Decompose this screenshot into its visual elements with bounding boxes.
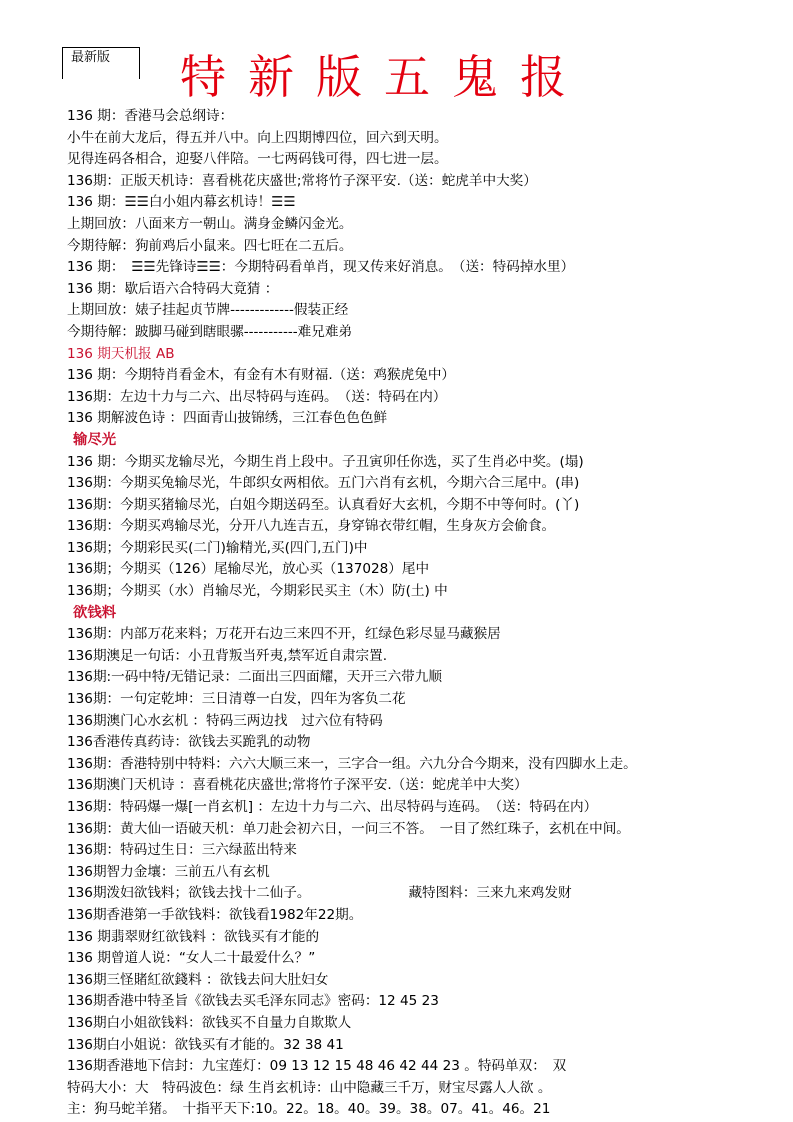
text-line: [67, 1013, 782, 1035]
text-line: [67, 495, 782, 517]
text-line: [67, 754, 782, 776]
line-text: 特码大小：大 特码波色：绿 生肖玄机诗：山中隐藏三千万，财宝尽露人人欲 。: [67, 1079, 552, 1096]
line-text: 136 期： ☰☰先锋诗☰☰：今期特码看单肖，现又传来好消息。 （送：特码掉水里）: [67, 259, 575, 276]
text-line: [67, 1035, 782, 1057]
line-text: 136期香港第一手欲钱料：欲钱看1982年22期。: [67, 906, 363, 923]
page-title: 特新版五鬼报: [180, 50, 588, 104]
text-line: [67, 1056, 782, 1078]
text-line: [67, 516, 782, 538]
line-text: 136期：特码爆一爆[一肖玄机] ：左边十力与二六、出尽特码与连码。 （送：特码在内）: [67, 799, 598, 815]
text-line: [67, 797, 782, 819]
text-line: [67, 387, 782, 409]
line-text: 136期香港地下信封：九宝莲灯：09 13 12 15 48 46 42 44 23 。特码单双： 双: [67, 1058, 567, 1075]
text-line: [67, 862, 782, 884]
text-line: [67, 192, 782, 214]
line-text: 136期：正版天机诗：喜看桃花庆盛世;常将竹子深平安.（送：蛇虎羊中大奖）: [67, 172, 537, 189]
text-line: [67, 344, 782, 366]
text-line: [67, 452, 782, 474]
text-line: [67, 214, 782, 236]
line-text: 136期:一码中特/无错记录：二面出三四面耀，天开三六带九顺: [67, 669, 442, 686]
line-text: 136 期：今期特肖看金木，有金有木有财福.（送：鸡猴虎兔中）: [67, 367, 456, 384]
section-heading: [67, 603, 782, 625]
text-line: [67, 236, 782, 258]
text-line: [67, 1099, 782, 1121]
line-text: 136 期：今期买龙输尽光，今期生肖上段中。子丑寅卯任你选，买了生肖必中奖。(塌): [67, 453, 584, 470]
text-line: [67, 171, 782, 193]
text-line: [67, 970, 782, 992]
line-text: 今期待解：狗前鸡后小鼠来。四七旺在二五后。: [67, 237, 353, 254]
text-line: [67, 106, 782, 128]
text-line: [67, 646, 782, 668]
text-line: [67, 408, 782, 430]
edition-badge: 最新版: [62, 47, 140, 79]
text-line: [67, 991, 782, 1013]
text-line: [67, 128, 782, 150]
line-text: 136 期曾道人说：“女人二十最爱什么？”: [67, 950, 316, 967]
text-line: [67, 732, 782, 754]
text-line: [67, 322, 782, 344]
line-text: 136期澳足一句话：小丑背叛当歼夷,禁军近自肃宗置.: [67, 647, 388, 664]
text-line: [67, 559, 782, 581]
text-line: [67, 840, 782, 862]
line-text: 136 期天机报 AB: [67, 345, 175, 362]
text-line: [67, 365, 782, 387]
line-text: 136期：特码过生日：三六绿蓝出特来: [67, 842, 297, 859]
line-text: 136 期翡翠财红欲钱料 ：欲钱买有才能的: [67, 928, 320, 945]
line-text: 上期回放：八面来方一朝山。满身金鳞闪金光。: [67, 215, 353, 232]
line-text: 136期：香港特别中特料：六六大顺三来一，三字合一组。六九分合今期来，没有四脚水上走。: [67, 755, 637, 772]
line-text: 欲钱料: [73, 604, 117, 621]
line-text: 136期：左边十力与二六、出尽特码与连码。 （送：特码在内）: [67, 388, 447, 405]
text-line: [67, 819, 782, 841]
text-line: [67, 300, 782, 322]
line-text: 136 期解波色诗 ：四面青山披锦绣，三江春色色色鲜: [67, 410, 388, 427]
document-body: [67, 106, 782, 1121]
text-line: [67, 257, 782, 279]
line-text: 136香港传真药诗：欲钱去买跪乳的动物: [67, 734, 311, 751]
line-text: 见得连码各相合，迎娶八伴陪。一七两码钱可得，四七进一层。: [67, 151, 448, 168]
section-heading: [67, 430, 782, 452]
line-text: 136期：黄大仙一语破天机：单刀赴会初六日，一问三不答。 一目了然红珠子，玄机在中间。: [67, 820, 630, 837]
line-text: 136 期：香港马会总纲诗：: [67, 108, 234, 124]
text-line: [67, 581, 782, 603]
text-line: [67, 667, 782, 689]
line-text: 136期香港中特圣旨《欲钱去买毛泽东同志》密码：12 45 23: [67, 993, 439, 1010]
line-text: 136期泼妇欲钱料；欲钱去找十二仙子。: [67, 885, 311, 902]
line-text: 136期白小姐说：欲钱买有才能的。32 38 41: [67, 1036, 344, 1053]
line-text: 输尽光: [73, 431, 117, 448]
text-line: [67, 149, 782, 171]
line-text: 主：狗马蛇羊猪。 十指平天下:10。22。18。40。39。38。07。41。46。21: [67, 1101, 551, 1118]
text-line: [67, 927, 782, 949]
line-text: 136期：今期买兔输尽光，牛郎织女两相依。五门六肖有玄机，今期六合三尾中。(串): [67, 475, 580, 492]
line-text: 136期智力金壤：三前五八有玄机: [67, 863, 270, 880]
text-line: [67, 883, 782, 905]
line-text: 136 期：歇后语六合特码大竟猜 ：: [67, 280, 279, 297]
line-text: 136 期：☰☰白小姐内幕玄机诗！☰☰: [67, 194, 296, 211]
line-text: 136期；今期买（水）肖输尽光，今期彩民买主（木）防(土) 中: [67, 583, 448, 600]
text-line: [67, 538, 782, 560]
text-line: [67, 473, 782, 495]
line-text: 136期：一句定乾坤：三日清尊一白发，四年为客负二花: [67, 691, 406, 708]
text-line: [67, 1078, 782, 1100]
line-text: 136期澳门天机诗 ：喜看桃花庆盛世;常将竹子深平安.（送：蛇虎羊中大奖）: [67, 777, 528, 794]
text-line: [67, 624, 782, 646]
line-extra-text: 藏特图料：三来九来鸡发财: [408, 885, 572, 902]
line-text: 136期三怪賭紅欲錢料 ：欲钱去问大肚妇女: [67, 971, 329, 988]
line-text: 上期回放：婊子挂起贞节牌-------------假装正经: [67, 302, 349, 319]
text-line: [67, 279, 782, 301]
line-text: 136期；今期买（126）尾输尽光，放心买（137028）尾中: [67, 561, 430, 578]
line-text: 136期：内部万花来料；万花开右边三来四不开，红绿色彩尽显马藏猴居: [67, 626, 501, 643]
text-line: [67, 711, 782, 733]
text-line: [67, 775, 782, 797]
line-text: 136期白小姐欲钱料：欲钱买不自量力自欺欺人: [67, 1014, 352, 1031]
line-text: 今期待解：跛脚马碰到瞎眼骡-----------难兄难弟: [67, 323, 353, 340]
line-text: 136期澳门心水玄机 ：特码三两边找 过六位有特码: [67, 712, 383, 729]
line-text: 小牛在前大龙后，得五并八中。向上四期博四位，回六到天明。: [67, 129, 448, 146]
line-text: 136期：今期买猪输尽光，白姐今期送码至。认真看好大玄机，今期不中等何时。(丫): [67, 496, 580, 513]
text-line: [67, 905, 782, 927]
text-line: [67, 948, 782, 970]
line-text: 136期：今期买鸡输尽光，分开八九连吉五，身穿锦衣带红帽，生身灰方会偷食。: [67, 518, 556, 535]
text-line: [67, 689, 782, 711]
line-text: 136期；今期彩民买(二门)输精光,买(四门,五门)中: [67, 539, 368, 556]
